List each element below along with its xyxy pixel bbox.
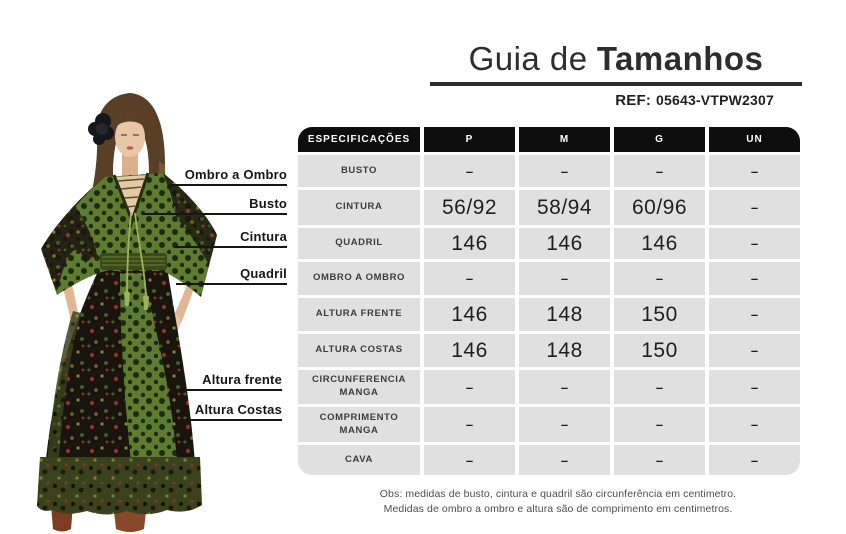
measure-label-altura-frente (176, 372, 282, 391)
note-line-1: Obs: medidas de busto, cintura e quadril são circunferência em centimetro. (379, 488, 737, 500)
row-label: COMPRIMENTO MANGA (298, 407, 420, 442)
model-photo (15, 85, 265, 534)
ref-label: REF: (615, 91, 652, 109)
note-line-2: Medidas de ombro a ombro e altura são de comprimento em centimetros. (383, 503, 733, 516)
cell-value: 148 (519, 334, 610, 367)
row-label: ALTURA FRENTE (298, 298, 420, 331)
cell-value: – (519, 155, 610, 187)
measure-label-text: Quadril (240, 266, 287, 281)
measure-label-text: Ombro a Ombro (184, 167, 287, 182)
measure-label-cintura (174, 229, 287, 248)
cell-value: – (519, 407, 610, 442)
column-header-g: G (614, 127, 705, 152)
cell-value: – (709, 370, 800, 404)
cell-value: 60/96 (614, 190, 705, 225)
measure-label-ombro-a-ombro (170, 167, 287, 186)
measure-label-text: Busto (249, 196, 287, 211)
ruffle-hem (37, 457, 202, 515)
cell-value: – (424, 155, 515, 187)
measure-label-quadril (176, 266, 287, 285)
measure-label-altura-costas (180, 402, 282, 421)
cell-value: – (709, 262, 800, 295)
measure-label-busto (142, 196, 287, 215)
cell-value: 146 (614, 228, 705, 259)
cell-value: 146 (424, 228, 515, 259)
title-block (430, 40, 802, 109)
cell-value: – (709, 298, 800, 331)
cell-value: – (424, 445, 515, 475)
row-label: QUADRIL (298, 228, 420, 259)
title-light: Guia de (468, 40, 588, 77)
cell-value: – (424, 262, 515, 295)
row-label: CINTURA (298, 190, 420, 225)
lips (127, 146, 134, 149)
cell-value: – (614, 155, 705, 187)
cell-value: – (709, 228, 800, 259)
cell-value: – (519, 445, 610, 475)
measure-label-text: Altura Costas (194, 402, 282, 417)
column-header-m: M (519, 127, 610, 152)
page-title (430, 40, 802, 86)
cell-value: – (709, 407, 800, 442)
cell-value: – (709, 155, 800, 187)
cell-value: 150 (614, 334, 705, 367)
cell-value: 146 (424, 334, 515, 367)
measure-label-text: Altura frente (202, 372, 282, 387)
cell-value: 150 (614, 298, 705, 331)
cell-value: 58/94 (519, 190, 610, 225)
cell-value: 56/92 (424, 190, 515, 225)
column-header-p: P (424, 127, 515, 152)
column-header-un: UN (709, 127, 800, 152)
cell-value: – (614, 262, 705, 295)
row-label: OMBRO A OMBRO (298, 262, 420, 295)
ref-value: 05643-VTPW2307 (656, 91, 774, 108)
row-label: CIRCUNFERENCIA MANGA (298, 370, 420, 404)
cell-value: 146 (424, 298, 515, 331)
cell-value: – (424, 407, 515, 442)
cell-value: – (709, 190, 800, 225)
cell-value: – (614, 407, 705, 442)
cell-value: 148 (519, 298, 610, 331)
measurement-note (313, 487, 803, 517)
cell-value: – (519, 262, 610, 295)
measure-label-text: Cintura (240, 229, 287, 244)
cell-value: – (424, 370, 515, 404)
title-bold: Tamanhos (596, 40, 764, 77)
cell-value: 146 (519, 228, 610, 259)
column-header-especificacoes: ESPECIFICAÇÕES (298, 127, 420, 152)
cell-value: – (614, 370, 705, 404)
row-label: ALTURA COSTAS (298, 334, 420, 367)
cell-value: – (614, 445, 705, 475)
row-label: CAVA (298, 445, 420, 475)
size-table (298, 127, 800, 475)
cell-value: – (709, 445, 800, 475)
reference-code (430, 92, 802, 109)
cell-value: – (519, 370, 610, 404)
cell-value: – (709, 334, 800, 367)
row-label: BUSTO (298, 155, 420, 187)
